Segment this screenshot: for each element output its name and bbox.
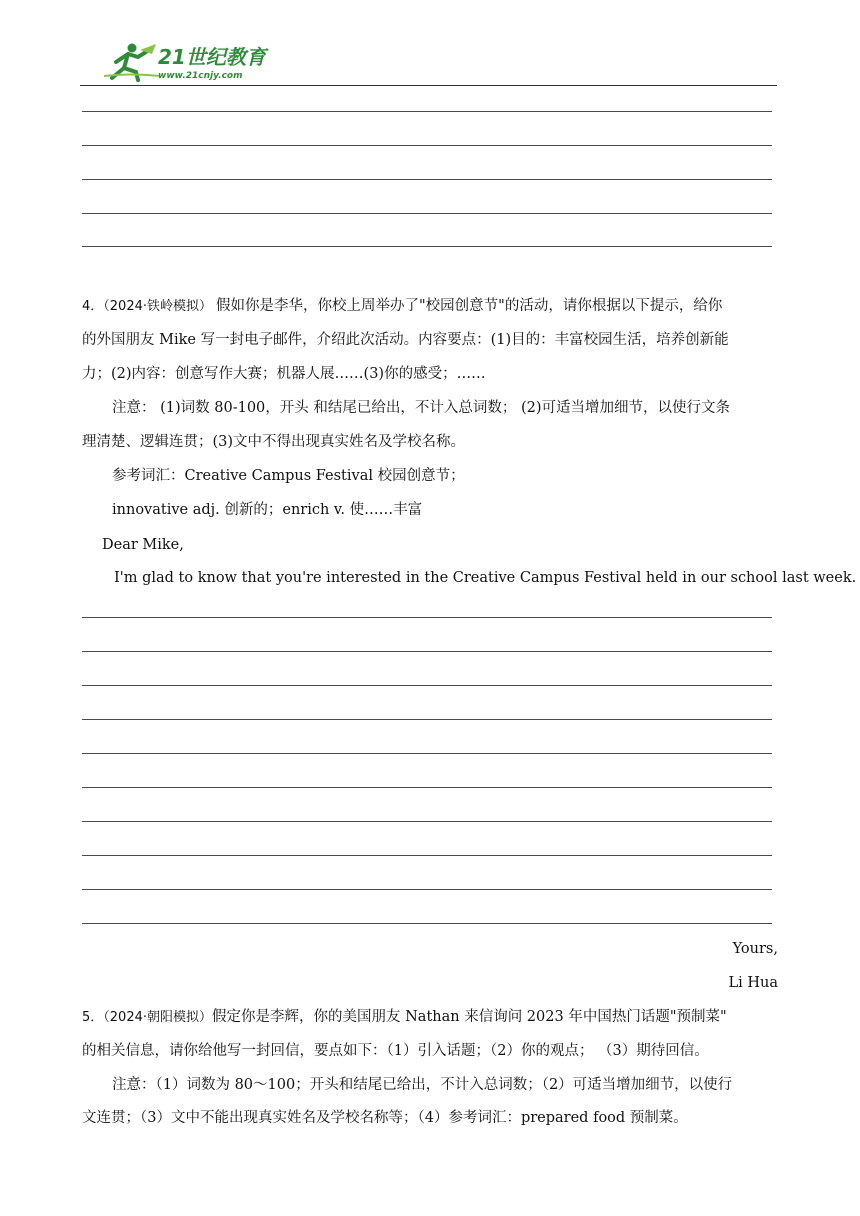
answer-line bbox=[82, 246, 772, 247]
q4-note-line-1: 注意： (1)词数 80-100，开头 和结尾已给出，不计入总词数； (2)可适当增加细节，以使行文条 bbox=[112, 400, 731, 416]
answer-line bbox=[82, 787, 772, 788]
q5-prompt-line-2: 的相关信息，请你给他写一封回信，要点如下：（1）引入话题；（2）你的观点； （3）期待回信。 bbox=[82, 1043, 709, 1059]
q4-prompt-line-2: 的外国朋友 Mike 写一封电子邮件，介绍此次活动。内容要点：(1)目的：丰富校园生活，培养创新能 bbox=[82, 332, 729, 348]
runner-logo-icon bbox=[102, 40, 272, 84]
answer-line bbox=[82, 719, 772, 720]
q4-closing: Yours, bbox=[732, 941, 778, 957]
q4-note-line-2: 理清楚、逻辑连贯；(3)文中不得出现真实姓名及学校名称。 bbox=[82, 434, 466, 450]
q5-note-line-1: 注意：（1）词数为 80～100；开头和结尾已给出，不计入总词数；（2）可适当增加细节，以使行 bbox=[112, 1077, 733, 1093]
answer-line bbox=[82, 821, 772, 822]
answer-line bbox=[82, 753, 772, 754]
q4-opening-sentence: I'm glad to know that you're interested in the Creative Campus Festival held in our school last week. bbox=[114, 570, 857, 586]
answer-line bbox=[82, 111, 772, 112]
q4-salutation: Dear Mike, bbox=[102, 537, 184, 553]
answer-line bbox=[82, 213, 772, 214]
q5-note-line-2: 文连贯；（3）文中不能出现真实姓名及学校名称等；（4）参考词汇：prepared food 预制菜。 bbox=[82, 1110, 688, 1126]
site-logo bbox=[102, 40, 272, 84]
answer-line bbox=[82, 923, 772, 924]
q4-source: （2024·铁岭模拟） bbox=[103, 299, 212, 314]
q4-prompt-line-1: 4．（2024·铁岭模拟） 假如你是李华，你校上周举办了"校园创意节"的活动，请你根据以下提示，给你 bbox=[82, 298, 723, 314]
answer-line bbox=[82, 855, 772, 856]
q5-prompt-line-1: 5．（2024·朝阳模拟）假定你是李辉，你的美国朋友 Nathan 来信询问 2023 年中国热门话题"预制菜" bbox=[82, 1009, 727, 1025]
answer-line bbox=[82, 179, 772, 180]
q4-vocab-line-2: innovative adj. 创新的；enrich v. 使……丰富 bbox=[112, 502, 423, 518]
answer-line bbox=[82, 617, 772, 618]
q4-vocab-line-1: 参考词汇：Creative Campus Festival 校园创意节； bbox=[112, 468, 465, 484]
answer-line bbox=[82, 685, 772, 686]
q4-number: 4． bbox=[82, 299, 104, 314]
answer-line bbox=[82, 145, 772, 146]
header-divider bbox=[80, 85, 777, 86]
svg-text:www.21cnjy.com: www.21cnjy.com bbox=[158, 71, 243, 81]
svg-text:21世纪教育: 21世纪教育 bbox=[158, 45, 266, 69]
q5-number: 5． bbox=[82, 1010, 104, 1025]
answer-line bbox=[82, 889, 772, 890]
q4-signature: Li Hua bbox=[728, 975, 778, 991]
answer-line bbox=[82, 651, 772, 652]
q5-source: （2024·朝阳模拟） bbox=[103, 1010, 212, 1025]
q4-prompt-line-3: 力；(2)内容：创意写作大赛；机器人展……(3)你的感受；…… bbox=[82, 366, 486, 382]
